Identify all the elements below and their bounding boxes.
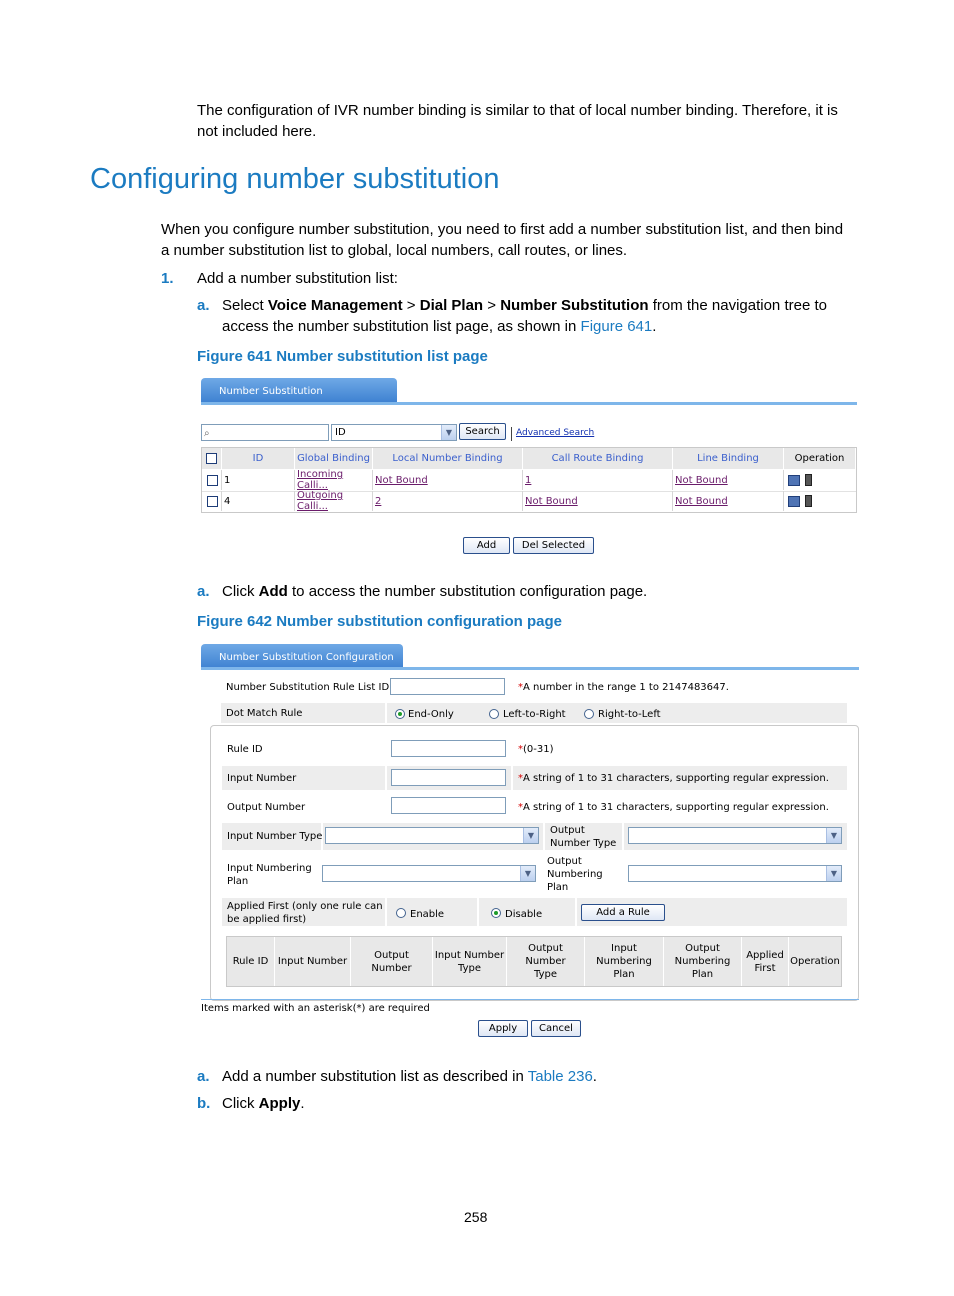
row-line-binding[interactable]: Not Bound: [673, 491, 784, 511]
col-operation: Operation: [784, 448, 856, 469]
row-id: 4: [222, 491, 295, 511]
figure-641-caption: Figure 641 Number substitution list page: [197, 348, 488, 365]
step-a2-text: Click Add to access the number substitution configuration page.: [222, 583, 648, 600]
step-a1-label: a.: [197, 297, 210, 314]
list-id-label: Number Substitution Rule List ID: [226, 682, 390, 693]
chevron-down-icon: ▼: [441, 425, 456, 440]
chevron-down-icon: ▼: [520, 866, 535, 881]
step-a1-line-2: access the number substitution list page, as shown in Figure 641.: [222, 318, 657, 335]
row-operation: [784, 491, 856, 511]
step-a1-line-1: Select Voice Management > Dial Plan > Number Substitution from the navigation tree to: [222, 297, 827, 314]
figure-642-caption: Figure 642 Number substitution configuration page: [197, 613, 563, 630]
search-icon: ⌕: [204, 428, 210, 439]
input-numbering-plan-label: Input Numbering Plan: [227, 863, 312, 887]
enable-radio[interactable]: [396, 908, 406, 918]
step-1-number: 1.: [161, 270, 174, 287]
disable-radio[interactable]: [491, 908, 501, 918]
end-only-radio[interactable]: [395, 709, 405, 719]
list-id-hint: *A number in the range 1 to 2147483647.: [518, 682, 729, 693]
input-numbering-plan-select[interactable]: [322, 865, 536, 882]
para-line-2: a number substitution list to global, local numbers, call routes, or lines.: [161, 242, 628, 259]
cell-divider: [477, 898, 479, 926]
delete-icon[interactable]: [805, 474, 812, 486]
col-input-numbering-plan[interactable]: Input Numbering Plan: [585, 937, 664, 986]
apply-button[interactable]: Apply: [478, 1020, 528, 1037]
output-number-type-label: Output Number Type: [550, 825, 617, 849]
applied-first-label: Applied First (only one rule can be applied first): [227, 901, 383, 925]
cancel-button[interactable]: Cancel: [531, 1020, 581, 1037]
row-global-binding[interactable]: Incoming Calli...: [295, 470, 373, 490]
row-local-binding[interactable]: 2: [373, 491, 523, 511]
left-to-right-label: Left-to-Right: [503, 709, 566, 720]
col-output-number-type[interactable]: Output Number Type: [507, 937, 585, 986]
col-input-number[interactable]: Input Number: [275, 937, 351, 986]
output-number-label: Output Number: [227, 802, 306, 813]
cell-divider: [511, 766, 513, 790]
right-to-left-radio[interactable]: [584, 709, 594, 719]
col-local-number-binding[interactable]: Local Number Binding: [373, 448, 523, 469]
output-number-input[interactable]: [391, 797, 506, 814]
cell-divider: [575, 898, 577, 926]
col-rule-id[interactable]: Rule ID: [227, 937, 275, 986]
input-number-type-label: Input Number Type: [227, 831, 323, 842]
input-number-label: Input Number: [227, 773, 297, 784]
enable-label: Enable: [410, 909, 445, 920]
end-only-label: End-Only: [408, 709, 454, 720]
row-checkbox-cell: [202, 470, 222, 490]
row-checkbox[interactable]: [207, 475, 218, 486]
step-a3-text: Add a number substitution list as described in Table 236.: [222, 1068, 597, 1085]
rule-id-input[interactable]: [391, 740, 506, 757]
row-operation: [784, 470, 856, 490]
left-to-right-radio[interactable]: [489, 709, 499, 719]
para-line-1: When you configure number substitution, you need to first add a number substitution list, and then bind: [161, 221, 844, 238]
output-number-type-select[interactable]: [628, 827, 842, 844]
intro-line-1: The configuration of IVR number binding is similar to that of local number binding. Therefore, it is: [197, 102, 838, 119]
figure-641-link[interactable]: Figure 641: [580, 318, 653, 335]
search-button[interactable]: Search: [459, 423, 506, 440]
chevron-down-icon: ▼: [826, 828, 841, 843]
edit-icon[interactable]: [788, 496, 800, 507]
select-all-checkbox[interactable]: [206, 453, 217, 464]
tab-number-substitution-configuration[interactable]: Number Substitution Configuration: [201, 644, 403, 670]
advanced-search-link[interactable]: Advanced Search: [516, 428, 595, 438]
list-id-input[interactable]: [390, 678, 505, 695]
col-line-binding[interactable]: Line Binding: [673, 448, 784, 469]
row-line-binding[interactable]: Not Bound: [673, 470, 784, 490]
col-output-number[interactable]: Output Number: [351, 937, 433, 986]
col-input-number-type[interactable]: Input Number Type: [433, 937, 507, 986]
number-substitution-table: [201, 447, 857, 513]
edit-icon[interactable]: [788, 475, 800, 486]
row-checkbox[interactable]: [207, 496, 218, 507]
cell-divider: [385, 703, 387, 723]
select-all-cell: [202, 448, 222, 469]
step-1-text: Add a number substitution list:: [197, 270, 398, 287]
delete-icon[interactable]: [805, 495, 812, 507]
del-selected-button[interactable]: Del Selected: [513, 537, 594, 554]
input-number-input[interactable]: [391, 769, 506, 786]
cell-divider: [622, 823, 624, 850]
tab-underline: [201, 667, 859, 670]
chevron-down-icon: ▼: [523, 828, 538, 843]
footer-line: [201, 999, 859, 1000]
intro-line-2: not included here.: [197, 123, 317, 140]
divider: [511, 427, 512, 441]
rule-id-label: Rule ID: [227, 744, 263, 755]
row-id: 1: [222, 470, 295, 490]
search-field-select[interactable]: ID ▼: [331, 424, 457, 441]
dot-match-label: Dot Match Rule: [226, 708, 303, 719]
tab-underline: [201, 402, 857, 405]
table-236-link[interactable]: Table 236: [527, 1068, 593, 1085]
section-title: Configuring number substitution: [90, 163, 500, 195]
search-input[interactable]: [201, 424, 329, 441]
col-id[interactable]: ID: [222, 448, 295, 469]
step-a3-label: a.: [197, 1068, 210, 1085]
output-number-hint: *A string of 1 to 31 characters, supporting regular expression.: [518, 802, 829, 813]
tab-number-substitution[interactable]: Number Substitution: [201, 378, 397, 404]
row-call-route-binding[interactable]: Not Bound: [523, 491, 673, 511]
right-to-left-label: Right-to-Left: [598, 709, 661, 720]
row-global-binding[interactable]: Outgoing Calli...: [295, 491, 373, 511]
add-button[interactable]: Add: [463, 537, 510, 554]
disable-label: Disable: [505, 909, 543, 920]
row-local-binding[interactable]: Not Bound: [373, 470, 523, 490]
rules-table: [226, 936, 842, 987]
cell-divider: [385, 766, 387, 790]
row-call-route-binding[interactable]: 1: [523, 470, 673, 490]
cell-divider: [543, 823, 545, 850]
rule-id-hint: *(0-31): [518, 744, 554, 755]
chevron-down-icon: ▼: [826, 866, 841, 881]
row-checkbox-cell: [202, 491, 222, 511]
col-output-numbering-plan[interactable]: Output Numbering Plan: [664, 937, 742, 986]
step-b-text: Click Apply.: [222, 1095, 305, 1112]
required-note: Items marked with an asterisk(*) are required: [201, 1003, 430, 1014]
add-a-rule-button[interactable]: Add a Rule: [581, 904, 665, 921]
step-b-label: b.: [197, 1095, 211, 1112]
col-call-route-binding[interactable]: Call Route Binding: [523, 448, 673, 469]
col-operation: Operation: [789, 937, 841, 986]
page-number: 258: [464, 1209, 488, 1225]
col-global-binding[interactable]: Global Binding: [295, 448, 373, 469]
col-applied-first[interactable]: Applied First: [742, 937, 789, 986]
output-numbering-plan-select[interactable]: [628, 865, 842, 882]
input-number-type-select[interactable]: [325, 827, 539, 844]
cell-divider: [385, 898, 387, 926]
output-numbering-plan-label: Output Numbering Plan: [547, 856, 603, 893]
input-number-hint: *A string of 1 to 31 characters, supporting regular expression.: [518, 773, 829, 784]
step-a2-label: a.: [197, 583, 210, 600]
